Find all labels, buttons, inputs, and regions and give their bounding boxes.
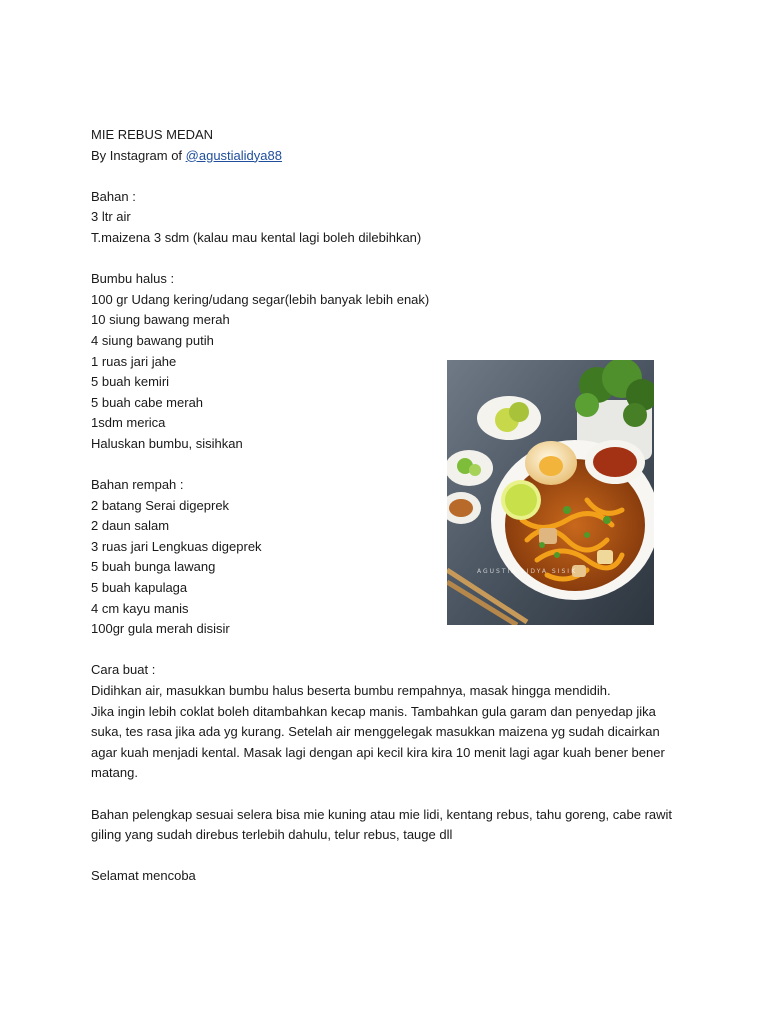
bumbu-halus-item: 5 buah cabe merah [91,394,204,410]
cara-buat-line: agar kuah menjadi kental. Masak lagi dengan api kecil kira kira 10 menit lagi agar kuah bener bener [91,744,665,760]
cara-buat-line: Jika ingin lebih coklat boleh ditambahkan kecap manis. Tambahkan gula garam dan penyedap jika [91,703,656,719]
bahan-rempah-heading: Bahan rempah : [91,477,184,493]
bumbu-halus-heading: Bumbu halus : [91,271,175,287]
bahan-rempah-item: 3 ruas jari Lengkuas digeprek [91,538,262,554]
cara-buat-heading: Cara buat : [91,662,156,678]
bahan-rempah-item: 2 batang Serai digeprek [91,497,230,513]
bahan-item: T.maizena 3 sdm (kalau mau kental lagi boleh dilebihkan) [91,229,422,245]
bahan-rempah-item: 5 buah kapulaga [91,580,188,596]
bahan-rempah-item: 100gr gula merah disisir [91,621,230,637]
bumbu-halus-item: 1sdm merica [91,415,166,431]
bahan-heading: Bahan : [91,188,136,204]
mie-rebus-photo [447,360,654,625]
bahan-rempah-item: 5 buah bunga lawang [91,559,216,575]
cara-buat-line: Didihkan air, masukkan bumbu halus beserta bumbu rempahnya, masak hingga mendidih. [91,683,611,699]
cara-buat-line: suka, tes rasa jika ada yg kurang. Setelah air menggelegak masukkan maizena yg sudah dicairkan [91,724,660,740]
recipe-title: MIE REBUS MEDAN [91,127,214,142]
byline-prefix: By Instagram of [91,147,186,163]
bumbu-halus-item: 10 siung bawang merah [91,312,230,328]
instagram-handle-link[interactable]: @agustialidya88 [185,147,282,163]
bumbu-halus-item: 5 buah kemiri [91,374,170,390]
photo-watermark: AGUSTIA LIDYA SISIK [477,568,578,575]
bahan-rempah-item: 4 cm kayu manis [91,600,189,616]
bumbu-halus-item: 1 ruas jari jahe [91,353,177,369]
bumbu-halus-item: 4 siung bawang putih [91,332,214,348]
bumbu-halus-item: 100 gr Udang kering/udang segar(lebih banyak lebih enak) [91,291,430,307]
bahan-rempah-item: 2 daun salam [91,518,170,534]
bahan-item: 3 ltr air [91,209,131,225]
bumbu-halus-item: Haluskan bumbu, sisihkan [91,435,243,451]
closing-text: Selamat mencoba [91,868,196,884]
pelengkap-line: giling yang sudah direbus terlebih dahulu, telur rebus, tauge dll [91,827,453,843]
byline [91,146,691,167]
pelengkap-line: Bahan pelengkap sesuai selera bisa mie kuning atau mie lidi, kentang rebus, tahu goreng, cabe rawit [91,806,673,822]
cara-buat-line: matang. [91,765,138,781]
